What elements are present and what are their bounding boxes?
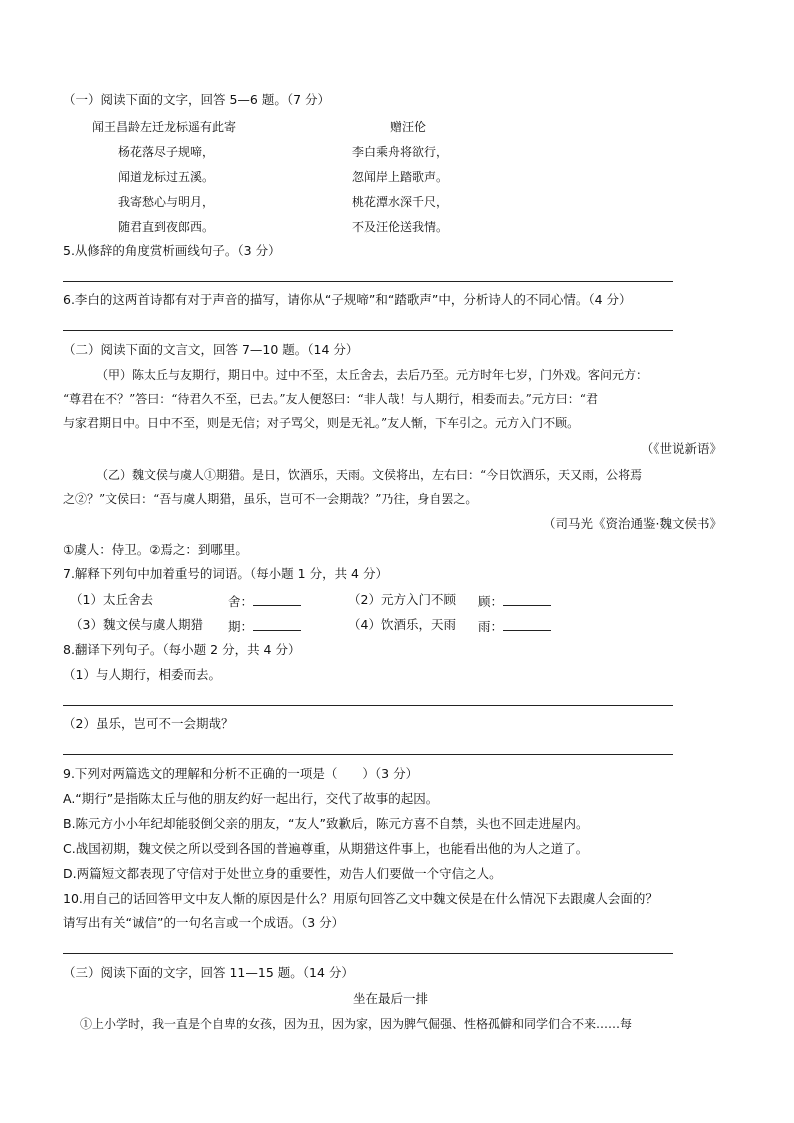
q7-item [70, 617, 203, 633]
q9-option: C.战国初期，魏文侯之所以受到各国的普遍尊重，从期猎这件事上，也能看出他的为人之道了。 [63, 841, 589, 856]
q7-item [70, 592, 153, 608]
section2-header: （二）阅读下面的文言文，回答 7—10 题。（14 分） [63, 342, 359, 357]
q7-item-text: （1）太丘舍去 [70, 592, 153, 607]
q9-option: D.两篇短文都表现了守信对于处世立身的重要性，劝告人们要做一个守信之人。 [63, 866, 502, 881]
question-5: 5.从修辞的角度赏析画线句子。（3 分） [63, 243, 281, 258]
q7-word-label: 舍： [228, 594, 254, 609]
poem2-line: 李白乘舟将欲行， [352, 145, 449, 159]
poem1-line: 闻道龙标过五溪。 [118, 170, 215, 184]
passage-jia-line: “尊君在不？”答曰：“待君久不至，已去。”友人便怒曰：“非人哉！与人期行，相委而去。”元方曰：“君 [63, 392, 598, 406]
poem1-line: 杨花落尽子规啼， [118, 145, 215, 159]
question-10: 10.用自己的话回答甲文中友人惭的原因是什么？用原句回答乙文中魏文侯是在什么情况下去跟虞人会面的？ [63, 891, 658, 906]
q9-option: A.“期行”是指陈太丘与他的朋友约好一起出行，交代了故事的起因。 [63, 791, 439, 806]
q7-item-text: （4）饮酒乐，天雨 [348, 617, 456, 632]
passage-yi-line: 之②？”文侯曰：“吾与虞人期猎，虽乐，岂可不一会期哉？”乃往，身自罢之。 [63, 492, 478, 506]
question-6: 6.李白的这两首诗都有对于声音的描写，请你从“子规啼”和“踏歌声”中，分析诗人的不同心情。（4 分） [63, 292, 632, 307]
answer-line-q10[interactable] [63, 953, 673, 954]
q7-blank[interactable] [503, 592, 551, 606]
poem1-line: 我寄愁心与明月， [118, 195, 215, 209]
annotation-notes: ①虞人：侍卫。②焉之：到哪里。 [63, 542, 248, 557]
article-paragraph: ①上小学时，我一直是个自卑的女孩，因为丑，因为家，因为脾气倔强、性格孤僻和同学们合不来……每 [80, 1017, 633, 1031]
answer-line-q5[interactable] [63, 281, 673, 282]
q7-blank[interactable] [503, 617, 551, 631]
question-8: 8.翻译下列句子。（每小题 2 分，共 4 分） [63, 642, 301, 657]
article-title: 坐在最后一排 [353, 991, 429, 1006]
q7-item [348, 617, 456, 633]
q7-item-text: （3）魏文侯与虞人期猎 [70, 617, 203, 632]
section1-header: （一）阅读下面的文字，回答 5—6 题。（7 分） [63, 92, 331, 107]
q7-word-label: 顾： [478, 594, 504, 609]
poem2-title: 赠汪伦 [390, 120, 427, 134]
q7-item-word [228, 617, 301, 635]
passage-yi-line: （乙）魏文侯与虞人①期猎。是日，饮酒乐，天雨。文侯将出，左右曰：“今日饮酒乐，天又雨，公将焉 [96, 468, 643, 482]
question-9: 9.下列对两篇选文的理解和分析不正确的一项是（ ）（3 分） [63, 766, 419, 781]
q7-item-text: （2）元方入门不顾 [348, 592, 456, 607]
passage-jia-line: 与家君期日中。日中不至，则是无信；对子骂父，则是无礼。”友人惭，下车引之。元方入门不顾。 [63, 416, 580, 430]
poem1-line: 随君直到夜郎西。 [118, 220, 215, 234]
poem1-title: 闻王昌龄左迁龙标遥有此寄 [92, 120, 237, 134]
question-8-2: （2）虽乐，岂可不一会期哉？ [63, 716, 234, 731]
q7-blank[interactable] [253, 592, 301, 606]
answer-line-q6[interactable] [63, 330, 673, 331]
q7-word-label: 期： [228, 619, 254, 634]
section3-header: （三）阅读下面的文字，回答 11—15 题。（14 分） [63, 965, 354, 980]
passage-jia-line: （甲）陈太丘与友期行，期日中。过中不至，太丘舍去，去后乃至。元方时年七岁，门外戏。客问元方： [96, 368, 649, 382]
question-7: 7.解释下列句中加着重号的词语。（每小题 1 分，共 4 分） [63, 566, 388, 581]
q7-item [348, 592, 456, 608]
answer-line-q8-2[interactable] [63, 754, 673, 755]
q7-item-word [478, 617, 551, 635]
question-8-1: （1）与人期行，相委而去。 [63, 667, 221, 682]
q7-blank[interactable] [253, 617, 301, 631]
q7-item-word [478, 592, 551, 610]
poem2-line: 不及汪伦送我情。 [352, 220, 449, 234]
q7-item-word [228, 592, 301, 610]
passage-yi-source: （司马光《资治通鉴·魏文侯书》 [543, 516, 722, 531]
q7-word-label: 雨： [478, 619, 504, 634]
poem2-line: 忽闻岸上踏歌声。 [352, 170, 449, 184]
question-10-cont: 请写出有关“诚信”的一句名言或一个成语。（3 分） [63, 915, 345, 930]
q9-option: B.陈元方小小年纪却能驳倒父亲的朋友，“友人”致歉后，陈元方喜不自禁，头也不回走进屋内。 [63, 816, 589, 831]
poem2-line: 桃花潭水深千尺， [352, 195, 449, 209]
passage-jia-source: （《世说新语》 [640, 441, 722, 456]
answer-line-q8-1[interactable] [63, 705, 673, 706]
